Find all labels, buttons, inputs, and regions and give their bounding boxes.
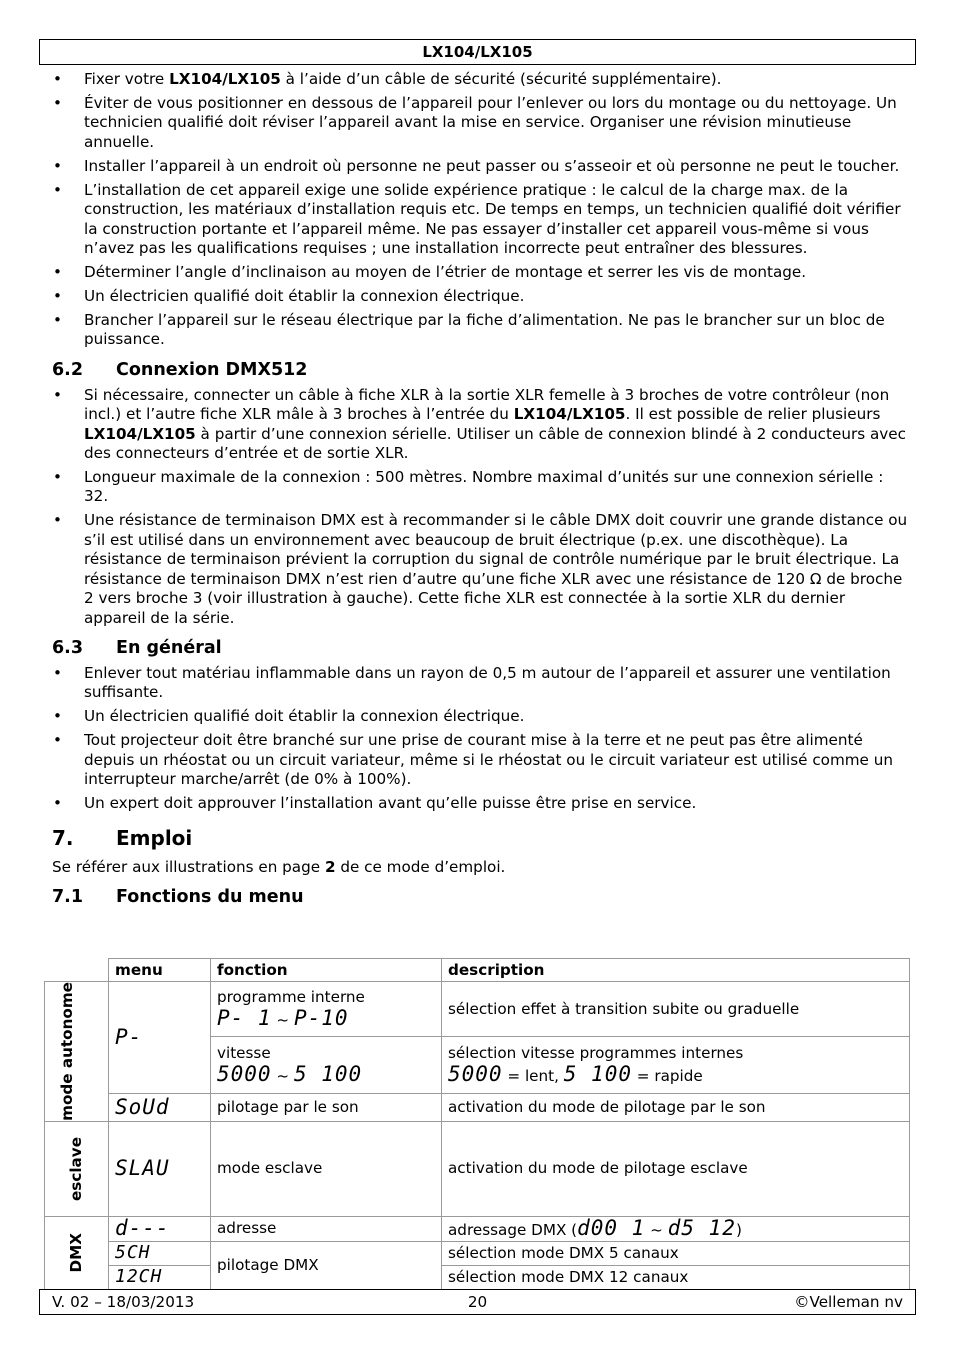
page-content — [52, 70, 910, 913]
general-list — [52, 664, 910, 814]
list-item: • Brancher l’appareil sur le réseau électrique par la fiche d’alimentation. Ne pas le brancher sur un bloc de puissance. — [52, 311, 910, 350]
list-item: • Déterminer l’angle d’inclinaison au moyen de l’étrier de montage et serrer les vis de montage. — [52, 263, 910, 282]
col-header-menu: menu — [109, 959, 211, 982]
function-cell: programme interne P- 1 ~ P-10 — [211, 982, 442, 1037]
function-cell: mode esclave — [211, 1121, 442, 1216]
group-esclave: esclave — [45, 1121, 109, 1216]
installation-list — [52, 70, 910, 350]
description-cell: sélection vitesse programmes internes 5000 = lent, 5 100 = rapide — [442, 1037, 910, 1093]
section-number: 7. — [52, 825, 74, 850]
col-header-description: description — [442, 959, 910, 982]
description-cell: sélection mode DMX 5 canaux — [442, 1241, 910, 1265]
group-autonome: mode autonome — [45, 982, 109, 1122]
description-cell: adressage DMX (d00 1 ~ d5 12) — [442, 1216, 910, 1241]
section-heading-7 — [52, 826, 910, 850]
list-item: • Un expert doit approuver l’installation avant qu’elle puisse être prise en service. — [52, 794, 910, 813]
section-title: Emploi — [116, 825, 193, 850]
dmx-connection-list — [52, 386, 910, 628]
menu-code: SoUd — [109, 1093, 211, 1121]
table-row — [45, 1241, 910, 1265]
section-number: 6.2 — [52, 359, 84, 380]
list-item: • Installer l’appareil à un endroit où personne ne peut passer ou s’asseoir et où personne ne peut le toucher. — [52, 157, 910, 176]
menu-functions-table — [44, 958, 910, 1290]
menu-code: d--- — [109, 1216, 211, 1241]
menu-code: 5CH — [109, 1241, 211, 1265]
section-heading-6-3 — [52, 638, 910, 658]
footer-page-number: 20 — [467, 1293, 488, 1311]
section-number: 7.1 — [52, 886, 84, 907]
table-row — [45, 1121, 910, 1216]
col-header-fonction: fonction — [211, 959, 442, 982]
section-heading-6-2 — [52, 360, 910, 380]
menu-code: P- — [109, 982, 211, 1094]
description-cell: activation du mode de pilotage par le son — [442, 1093, 910, 1121]
description-cell: sélection mode DMX 12 canaux — [442, 1265, 910, 1289]
page-header — [39, 39, 916, 65]
list-item: • Un électricien qualifié doit établir la connexion électrique. — [52, 287, 910, 306]
footer-copyright: ©Velleman nv — [794, 1293, 903, 1311]
section-title: Connexion DMX512 — [116, 359, 308, 380]
header-title: LX104/LX105 — [422, 43, 533, 61]
section-number: 6.3 — [52, 637, 84, 658]
menu-code: SLAU — [109, 1121, 211, 1216]
section-heading-7-1 — [52, 887, 910, 907]
list-item: • Un électricien qualifié doit établir la connexion électrique. — [52, 707, 910, 726]
function-cell: adresse — [211, 1216, 442, 1241]
footer-version: V. 02 – 18/03/2013 — [52, 1293, 195, 1311]
table-row — [45, 1216, 910, 1241]
function-cell: vitesse 5000 ~ 5 100 — [211, 1037, 442, 1093]
list-item: • Longueur maximale de la connexion : 500 mètres. Nombre maximal d’unités sur une connexion sérielle : 32. — [52, 468, 910, 507]
list-item: • Si nécessaire, connecter un câble à fiche XLR à la sortie XLR femelle à 3 broches de votre contrôleur (non incl.) et l’autre fiche XLR mâle à 3 broches à l’entrée du LX104/LX105. Il est possible de relier plusieurs LX104/LX105 à partir d’une connexion sérielle. Utiliser un câble de connexion blindé à 2 conducteurs avec des connecteurs d’entrée et de sortie XLR. — [52, 386, 910, 464]
list-item: • Éviter de vous positionner en dessous de l’appareil pour l’enlever ou lors du montage ou du nettoyage. Un technicien qualifié doit réviser l’appareil avant la mise en service. Organiser une révision minutieuse annuelle. — [52, 94, 910, 152]
list-item: • Tout projecteur doit être branché sur une prise de courant mise à la terre et ne peut pas être alimenté depuis un rhéostat ou un circuit variateur, même si le rhéostat ou le circuit variateur est utilisé comme un interrupteur marche/arrêt (de 0% à 100%). — [52, 731, 910, 789]
function-cell: pilotage DMX — [211, 1241, 442, 1289]
table-row — [45, 982, 910, 1037]
page-footer — [39, 1289, 916, 1315]
menu-code: 12CH — [109, 1265, 211, 1289]
function-cell: pilotage par le son — [211, 1093, 442, 1121]
list-item: • Une résistance de terminaison DMX est à recommander si le câble DMX doit couvrir une grande distance ou s’il est utilisé dans un environnement avec beaucoup de bruit électrique (p.ex. une discothèque). La résistance de terminaison prévient la corruption du signal de contrôle numérique par le bruit électrique. La résistance de terminaison DMX n’est rien d’autre qu’une fiche XLR avec une résistance de 120 Ω de broche 2 vers broche 3 (voir illustration à gauche). Cette fiche XLR est connectée à la sortie XLR du dernier appareil de la série. — [52, 511, 910, 627]
table-row — [45, 1093, 910, 1121]
group-dmx: DMX — [45, 1216, 109, 1289]
list-item: • Enlever tout matériau inflammable dans un rayon de 0,5 m autour de l’appareil et assurer une ventilation suffisante. — [52, 664, 910, 703]
table-row — [45, 1265, 910, 1289]
description-cell: sélection effet à transition subite ou graduelle — [442, 982, 910, 1037]
section-intro: Se référer aux illustrations en page 2 de ce mode d’emploi. — [52, 857, 506, 876]
list-item: • Fixer votre LX104/LX105 à l’aide d’un câble de sécurité (sécurité supplémentaire). — [52, 70, 910, 89]
section-title: En général — [116, 637, 222, 658]
description-cell: activation du mode de pilotage esclave — [442, 1121, 910, 1216]
section-title: Fonctions du menu — [116, 886, 304, 907]
list-item: • L’installation de cet appareil exige une solide expérience pratique : le calcul de la charge max. de la construction, les matériaux d’installation requis etc. De temps en temps, un technicien qualifié doit vérifier la construction portante et l’appareil même. Ne pas essayer d’installer cet appareil vous-même si vous n’avez pas les qualifications requises ; une installation incorrecte peut entraîner des blessures. — [52, 181, 910, 259]
table-header-row — [45, 959, 910, 982]
